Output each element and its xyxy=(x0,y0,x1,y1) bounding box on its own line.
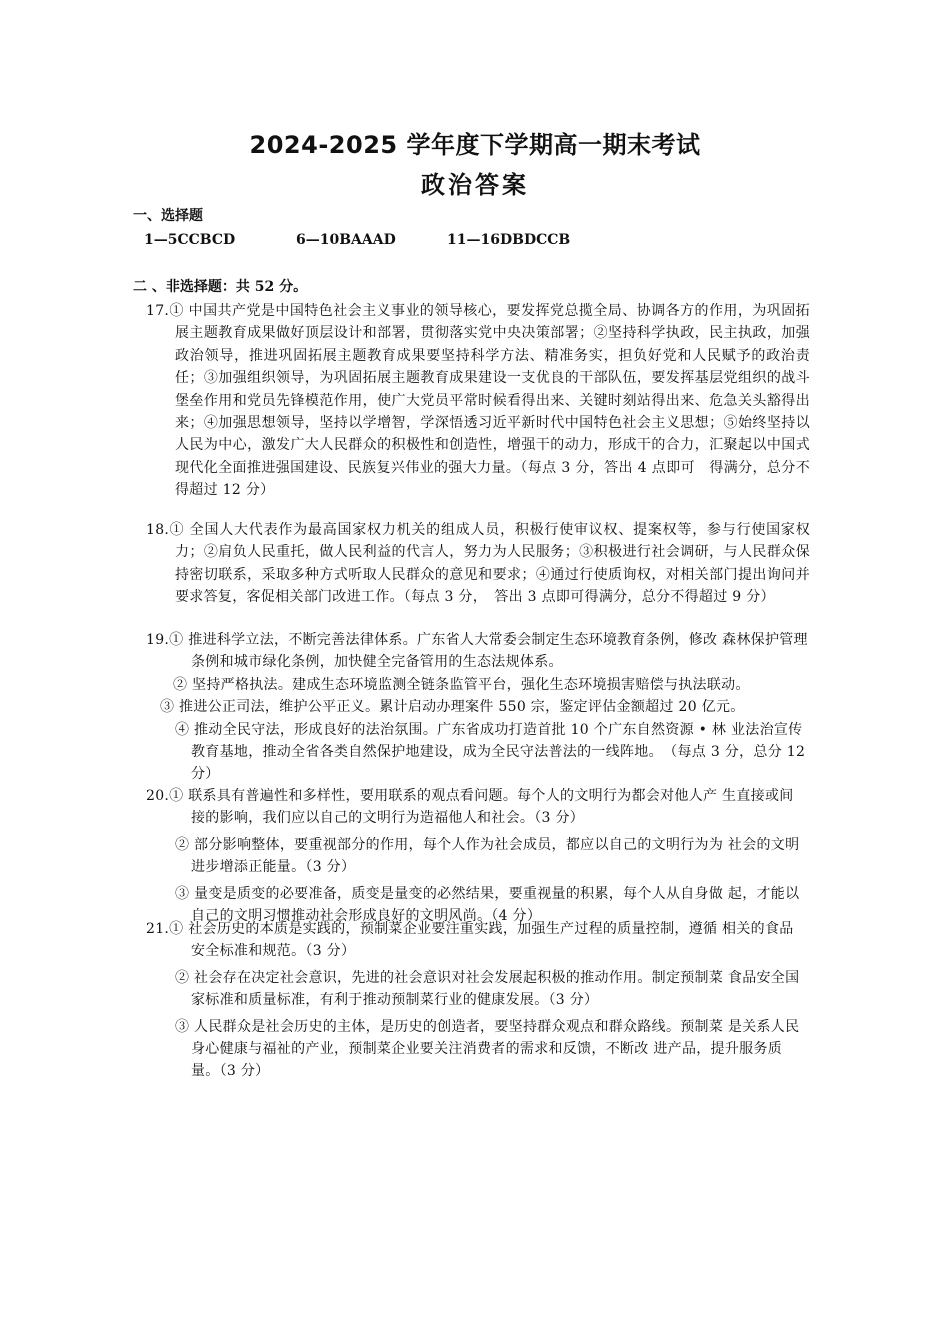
question-17 xyxy=(146,300,810,502)
question-19 xyxy=(146,629,810,786)
question-19-point-1: 19.① 推进科学立法，不断完善法律体系。广东省人大常委会制定生态环境教育条例，修改 森林保护管理条例和城市绿化条例，加快健全完备管用的生态法规体系。 xyxy=(146,632,808,671)
question-20-point-2: ② 部分影响整体，要重视部分的作用，每个人作为社会成员，都应以自己的文明行为为 社会的文明进步增添正能量。（3 分） xyxy=(175,836,800,876)
choice-answer-6-10: 6—10BAAAD xyxy=(296,232,396,248)
choice-answer-1-5: 1—5CCBCD xyxy=(144,232,236,248)
question-19-point-4: ④ 推动全民守法，形成良好的法治氛围。广东省成功打造首批 10 个广东自然资源 • 林 业法治宣传教育基地，推动全省各类自然保护地建设，成为全民守法普法的一线阵地。 （每点 3 分，总分 12 分） xyxy=(175,721,806,783)
question-20-point-3: ③ 量变是质变的必要准备，质变是量变的必然结果，要重视量的积累，每个人从自身做 起，才能以自己的文明习惯推动社会形成良好的文明风尚。（4 分） xyxy=(175,885,800,925)
section-heading-choice: 一、选择题 xyxy=(133,208,203,224)
question-21 xyxy=(146,918,810,1083)
question-21-point-2: ② 社会存在决定社会意识，先进的社会意识对社会发展起积极的推动作用。制定预制菜 食品安全国家标准和质量标准，有利于推动预制菜行业的健康发展。（3 分） xyxy=(175,969,800,1009)
page-subtitle: 政治答案 xyxy=(421,171,529,199)
question-21-point-1: 21.① 社会历史的本质是实践的，预制菜企业要注重实践，加强生产过程的质量控制，遵循 相关的食品安全标准和规范。（3 分） xyxy=(146,921,794,960)
question-19-point-3: ③ 推进公正司法，维护公平正义。累计启动办理案件 550 宗，鉴定评估金额超过 20 亿元。 xyxy=(160,699,745,716)
question-20-point-1: 20.① 联系具有普遍性和多样性，要用联系的观点看问题。每个人的文明行为都会对他人产 生直接或间接的影响，我们应以自己的文明行为造福他人和社会。（3 分） xyxy=(146,788,794,827)
question-19-point-2: ② 坚持严格执法。建成生态环境监测全链条监管平台，强化生态环境损害赔偿与执法联动。 xyxy=(173,676,750,693)
question-20 xyxy=(146,785,810,927)
question-21-point-3: ③ 人民群众是社会历史的主体，是历史的创造者，要坚持群众观点和群众路线。预制菜 是关系人民身心健康与福祉的产业，预制菜企业要关注消费者的需求和反馈，不断改 进产品，提升服务质量。（3 分） xyxy=(175,1018,800,1080)
page-title: 2024-2025 学年度下学期高一期末考试 xyxy=(249,131,701,159)
choice-answer-11-16: 11—16DBDCCB xyxy=(447,232,571,248)
question-18 xyxy=(146,519,810,609)
section-heading-nonchoice: 二 、非选择题：共 52 分。 xyxy=(133,279,308,295)
choice-answers-row xyxy=(144,230,570,250)
question-18-answer: 18.① 全国人大代表作为最高国家权力机关的组成人员，积极行使审议权、提案权等，参与行使国家权力；②肩负人民重托，做人民利益的代言人，努力为人民服务；③积极进行社会调研，与人民群众保持密切联系，采取多种方式听取人民群众的意见和要求；④通过行使质询权，对相关部门提出询问并要求答复，客促相关部门改进工作。（每点 3 分， 答出 3 点即可得满分，总分不得超过 9 分） xyxy=(146,522,810,606)
question-17-answer: 17.① 中国共产党是中国特色社会主义事业的领导核心，要发挥党总揽全局、协调各方的作用，为巩固拓展主题教育成果做好顶层设计和部署，贯彻落实党中央决策部署；②坚持科学执政，民主执政，加强政治领导，推进巩固拓展主题教育成果要坚持科学方法、精准务实，担负好党和人民赋予的政治责任；③加强组织领导，为巩固拓展主题教育成果建设一支优良的干部队伍，要发挥基层党组织的战斗堡垒作用和党员先锋模范作用，使广大党员平常时候看得出来、关键时刻站得出来、危急关头豁得出来；④加强思想领导，坚持以学增智，学深悟透习近平新时代中国特色社会主义思想；⑤始终坚持以人民为中心，激发广大人民群众的积极性和创造性，增强干的动力，形成干的合力，汇聚起以中国式现代化全面推进强国建设、民族复兴伟业的强大力量。（每点 3 分，答出 4 点即可 得满分，总分不得超过 12 分） xyxy=(146,303,810,499)
